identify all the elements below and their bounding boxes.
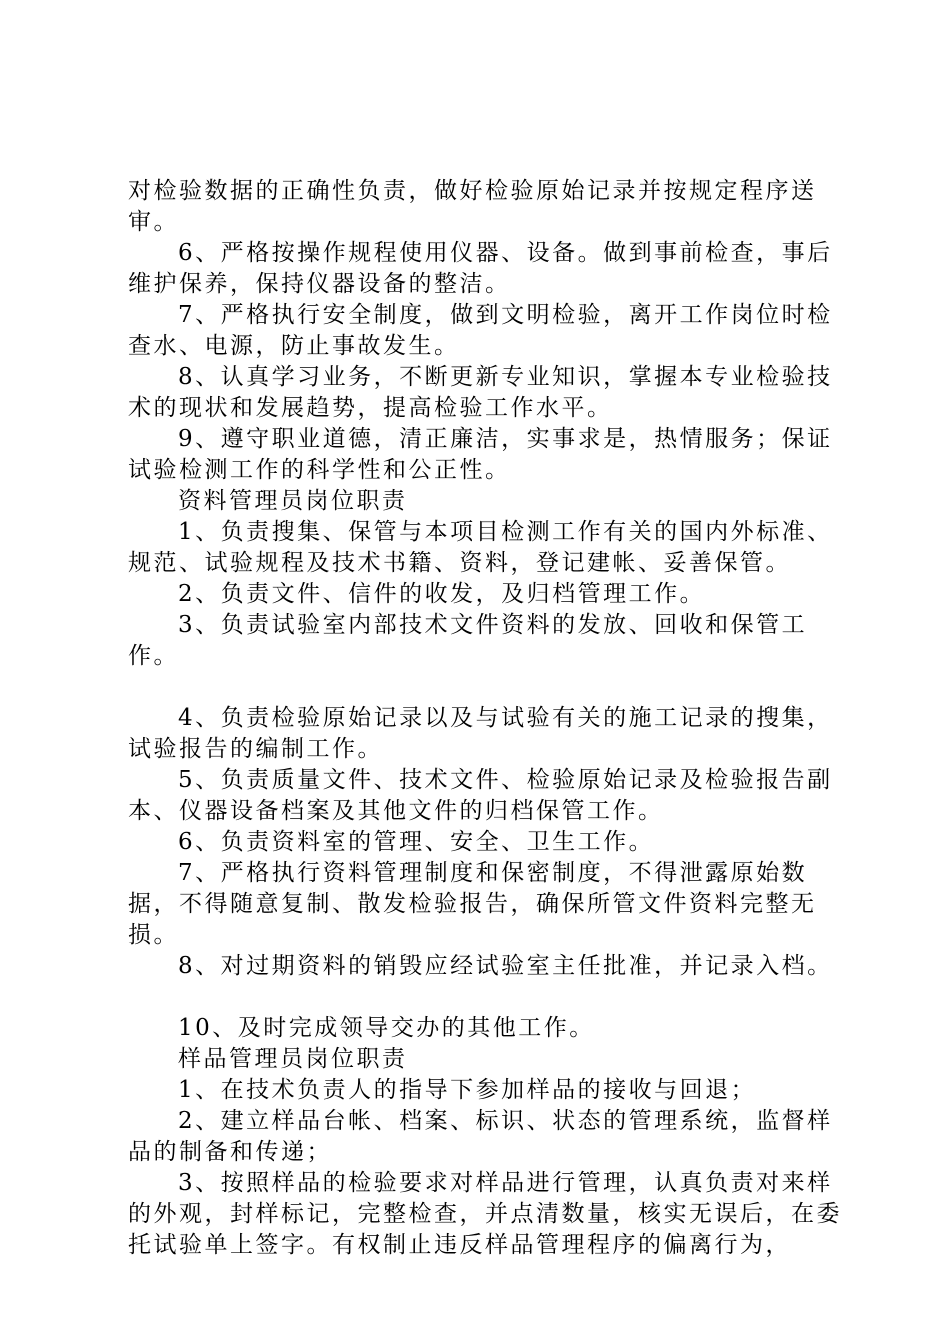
section-heading: 资料管理员岗位职责 — [178, 488, 408, 514]
section-heading: 样品管理员岗位职责 — [178, 1046, 408, 1072]
paragraph: 8、认真学习业务，不断更新专业知识，掌握本专业检验技术的现状和发展趋势，提高检验工作水平。 — [128, 364, 833, 421]
paragraph: 对检验数据的正确性负责，做好检验原始记录并按规定程序送审。 — [128, 178, 817, 235]
paragraph: 5、负责质量文件、技术文件、检验原始记录及检验报告副本、仪器设备档案及其他文件的归档保管工作。 — [128, 767, 833, 824]
paragraph: 7、严格执行资料管理制度和保密制度，不得泄露原始数据，不得随意复制、散发检验报告，确保所管文件资料完整无损。 — [128, 860, 817, 948]
paragraph: 4、负责检验原始记录以及与试验有关的施工记录的搜集，试验报告的编制工作。 — [128, 705, 833, 762]
paragraph: 1、负责搜集、保管与本项目检测工作有关的国内外标准、规范、试验规程及技术书籍、资料，登记建帐、妥善保管。 — [128, 519, 833, 576]
paragraph: 3、负责试验室内部技术文件资料的发放、回收和保管工作。 — [128, 612, 808, 669]
paragraph: 10、及时完成领导交办的其他工作。 — [178, 1015, 595, 1041]
blank-line — [128, 982, 848, 1013]
paragraph: 3、按照样品的检验要求对样品进行管理，认真负责对来样的外观，封样标记，完整检查，并点清数量，核实无误后，在委托试验单上签字。有权制止违反样品管理程序的偏离行为， — [128, 1170, 842, 1258]
paragraph: 2、负责文件、信件的收发，及归档管理工作。 — [178, 581, 706, 607]
paragraph: 9、遵守职业道德，清正廉洁，实事求是，热情服务；保证试验检测工作的科学性和公正性。 — [128, 426, 833, 483]
paragraph: 6、负责资料室的管理、安全、卫生工作。 — [178, 829, 655, 855]
document-body — [128, 176, 848, 1261]
blank-line — [128, 672, 848, 703]
paragraph: 6、严格按操作规程使用仪器、设备。做到事前检查，事后维护保养，保持仪器设备的整洁。 — [128, 240, 833, 297]
paragraph: 7、严格执行安全制度，做到文明检验，离开工作岗位时检查水、电源，防止事故发生。 — [128, 302, 833, 359]
paragraph: 1、在技术负责人的指导下参加样品的接收与回退； — [178, 1077, 757, 1103]
paragraph: 2、建立样品台帐、档案、标识、状态的管理系统，监督样品的制备和传递； — [128, 1108, 833, 1165]
paragraph: 8、对过期资料的销毁应经试验室主任批准，并记录入档。 — [178, 953, 833, 979]
